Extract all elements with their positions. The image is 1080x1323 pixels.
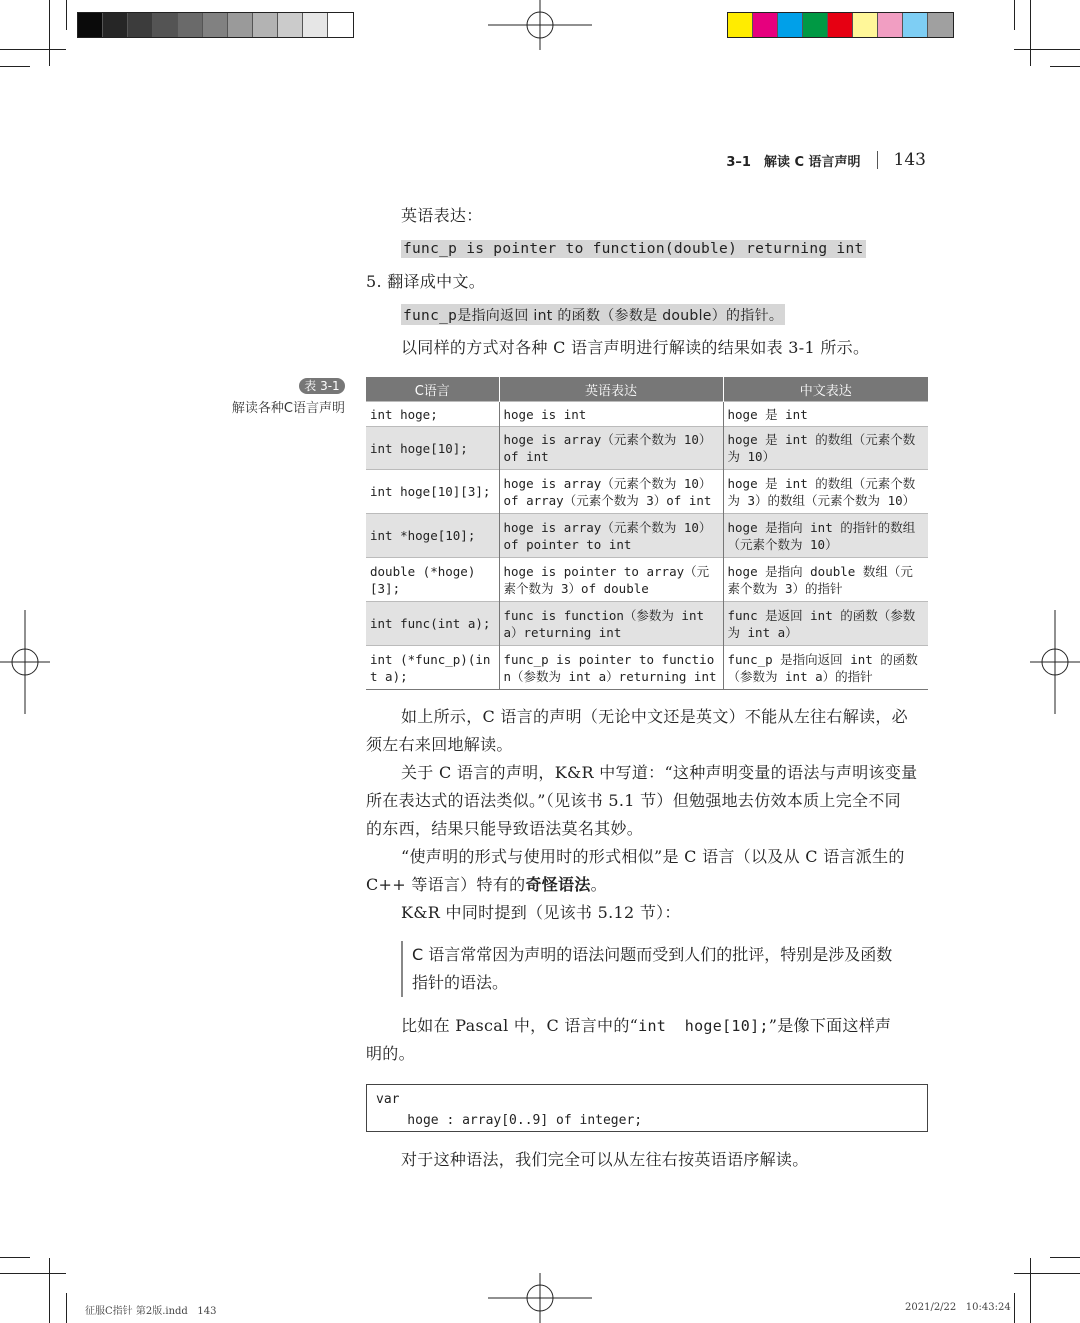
table-title: 解读各种C语言声明 (231, 401, 345, 416)
color-swatch (103, 13, 128, 37)
color-swatch (128, 13, 153, 37)
block-quote (401, 941, 940, 997)
table-number-tag: 表 3-1 (299, 378, 345, 394)
registration-target-bottom (488, 1273, 592, 1323)
paragraph-2-line-1: 关于 C 语言的声明，K&R 中写道：“这种声明变量的语法与声明该变量 (401, 763, 918, 782)
color-swatch (303, 13, 328, 37)
paragraph-1-line-1: 如上所示，C 语言的声明（无论中文还是英文）不能从左往右解读，必 (401, 707, 908, 726)
color-swatch (278, 13, 303, 37)
cell-chinese: func 是返回 int 的函数（参数为 int a） (723, 602, 928, 646)
column-header-english: 英语表达 (499, 377, 723, 402)
color-swatch (78, 13, 103, 37)
color-swatch (178, 13, 203, 37)
table-row (366, 427, 928, 470)
inline-code: int hoge[10]; (638, 1017, 769, 1035)
registration-target-right (1030, 610, 1080, 714)
table-row (366, 602, 928, 646)
paragraph-2-line-2: 所在表达式的语法类似。”（见该书 5.1 节）但勉强地去仿效本质上完全不同 (366, 791, 901, 810)
declaration-table (366, 377, 928, 690)
cell-english: func_p is pointer to function（参数为 int a）returning int (499, 646, 723, 690)
table-row (366, 402, 928, 427)
cell-chinese: hoge 是 int (723, 402, 928, 427)
color-swatch (828, 13, 853, 37)
code-line-1: var (376, 1092, 400, 1107)
column-header-c: C语言 (366, 377, 499, 402)
cell-c: int (*func_p)(int a); (366, 646, 499, 690)
color-swatch (728, 13, 753, 37)
quote-line-1: C 语言常常因为声明的语法问题而受到人们的批评，特别是涉及函数 (412, 945, 893, 964)
column-header-chinese: 中文表达 (723, 377, 928, 402)
cell-chinese: func_p 是指向返回 int 的函数（参数为 int a）的指针 (723, 646, 928, 690)
color-swatch (853, 13, 878, 37)
cell-c: int hoge[10]; (366, 427, 499, 470)
step-5: 5. 翻译成中文。 (366, 272, 486, 291)
registration-target-left (0, 610, 50, 714)
color-swatch (153, 13, 178, 37)
quote-line-2: 指针的语法。 (412, 973, 509, 992)
color-swatch (253, 13, 278, 37)
table-row (366, 558, 928, 602)
color-swatch (228, 13, 253, 37)
footer-timestamp: 2021/2/22 10:43:24 (905, 1302, 1011, 1313)
paragraph-4: K&R 中同时提到（见该书 5.12 节）： (401, 903, 681, 922)
cell-english: func is function（参数为 int a）returning int (499, 602, 723, 646)
table-row (366, 470, 928, 514)
cell-english: hoge is array（元素个数为 10）of int (499, 427, 723, 470)
english-label: 英语表达： (401, 206, 483, 225)
color-swatch (328, 13, 353, 37)
paragraph-3-line-2: C++ 等语言）特有的奇怪语法。 (366, 875, 607, 894)
color-swatch (803, 13, 828, 37)
paragraph-1-line-2: 须左右来回地解读。 (366, 735, 513, 754)
cell-chinese: hoge 是指向 int 的指针的数组（元素个数为 10） (723, 514, 928, 558)
table-row (366, 646, 928, 690)
color-swatch (778, 13, 803, 37)
cell-english: hoge is array（元素个数为 10）of pointer to int (499, 514, 723, 558)
color-swatch (753, 13, 778, 37)
cell-chinese: hoge 是 int 的数组（元素个数为 3）的数组（元素个数为 10） (723, 470, 928, 514)
running-header (726, 150, 926, 170)
page-number: 143 (893, 150, 926, 170)
color-swatch (878, 13, 903, 37)
paragraph-6: 对于这种语法，我们完全可以从左往右按英语语序解读。 (401, 1150, 809, 1169)
chinese-expression: func_p是指向返回 int 的函数（参数是 double）的指针。 (401, 301, 785, 330)
table-row (366, 514, 928, 558)
registration-target-top (488, 0, 592, 50)
grayscale-color-bar (77, 12, 354, 38)
process-color-bar (727, 12, 954, 38)
paragraph-2-line-3: 的东西，结果只能导致语法莫名其妙。 (366, 819, 644, 838)
cell-c: int hoge[10][3]; (366, 470, 499, 514)
color-swatch (928, 13, 953, 37)
color-swatch (903, 13, 928, 37)
cell-english: hoge is int (499, 402, 723, 427)
table-header-row (366, 377, 928, 402)
color-swatch (203, 13, 228, 37)
cell-c: int func(int a); (366, 602, 499, 646)
code-line-2: hoge : array[0..9] of integer; (376, 1113, 643, 1128)
paragraph-3-line-1: “使声明的形式与使用时的形式相似”是 C 语言（以及从 C 语言派生的 (401, 847, 905, 866)
cell-english: hoge is pointer to array（元素个数为 3）of double (499, 558, 723, 602)
pascal-code-block (366, 1084, 928, 1132)
cell-chinese: hoge 是 int 的数组（元素个数为 10） (723, 427, 928, 470)
header-separator (877, 151, 878, 169)
paragraph-5-line-1: 比如在 Pascal 中，C 语言中的“int hoge[10];”是像下面这样声 (401, 1016, 892, 1035)
cell-c: int *hoge[10]; (366, 514, 499, 558)
paragraph-5-line-2: 明的。 (366, 1044, 415, 1063)
cell-c: int hoge; (366, 402, 499, 427)
chapter-title: 3–1 解读 C 语言声明 (726, 154, 861, 170)
bold-term: 奇怪语法 (525, 875, 591, 894)
table-intro: 以同样的方式对各种 C 语言声明进行解读的结果如表 3-1 所示。 (401, 338, 870, 357)
footer-file-name: 征服C指针 第2版.indd 143 (85, 1306, 217, 1317)
cell-c: double (*hoge)[3]; (366, 558, 499, 602)
english-expression: func_p is pointer to function(double) returning int (403, 241, 864, 257)
cell-chinese: hoge 是指向 double 数组（元素个数为 3）的指针 (723, 558, 928, 602)
cell-english: hoge is array（元素个数为 10）of array（元素个数为 3）of int (499, 470, 723, 514)
